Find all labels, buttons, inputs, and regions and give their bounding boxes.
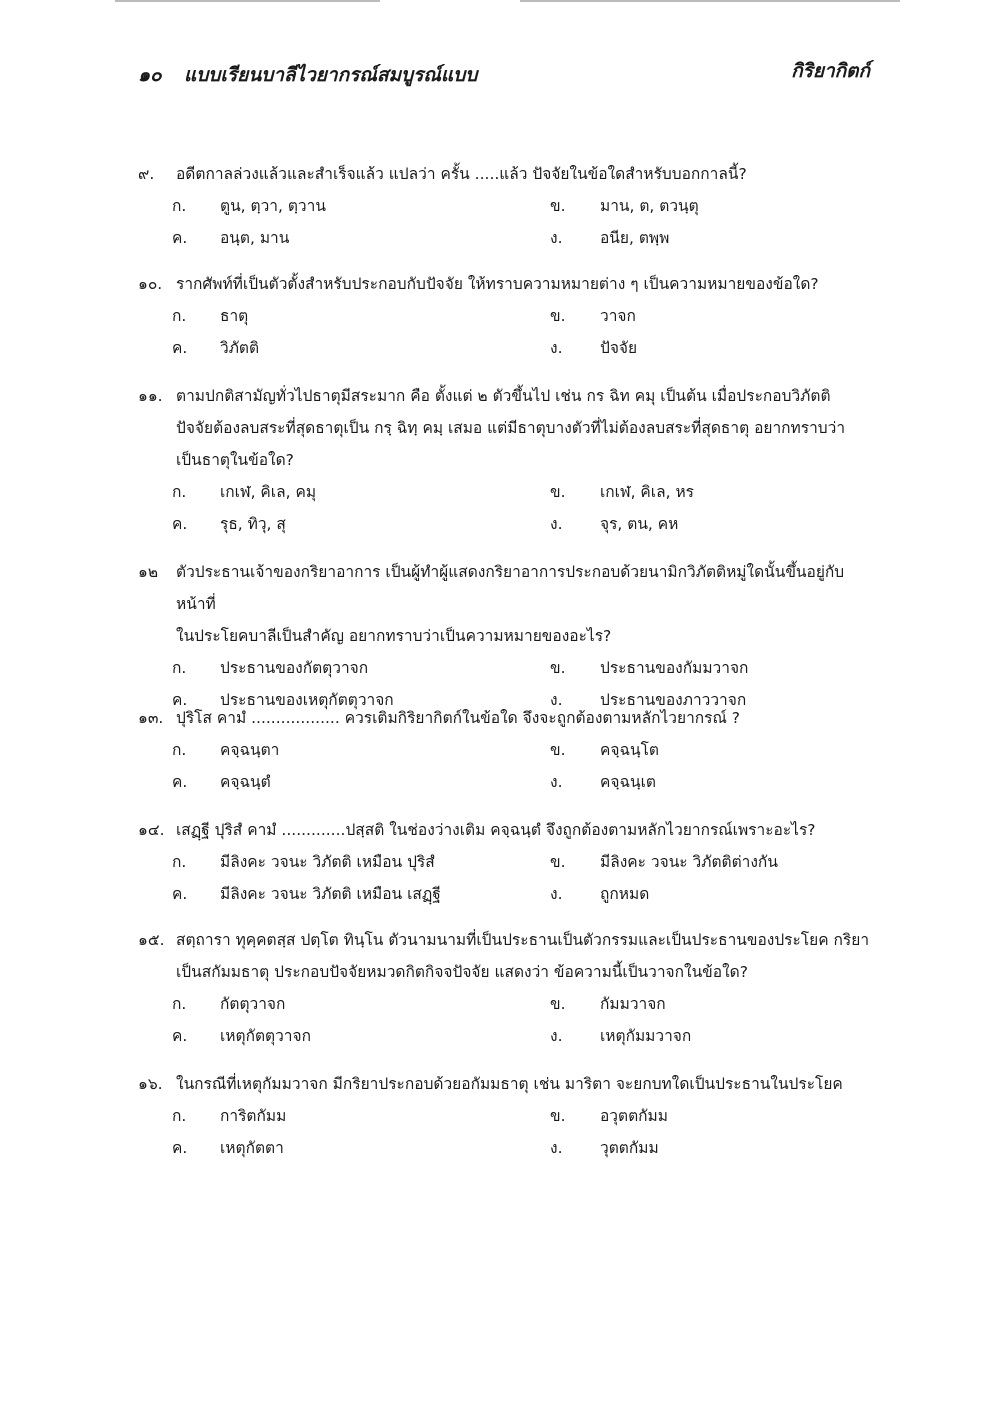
option-text: เหตุกัตตุวาจก [220, 1027, 311, 1045]
options [138, 476, 873, 540]
question-text: ในกรณีที่เหตุกัมมวาจก มีกริยาประกอบด้วยอกัมมธาตุ เช่น มาริตา จะยกบทใดเป็นประธานในประโยค [176, 1075, 843, 1093]
question-number: ๑๔. [138, 821, 165, 839]
question-number: ๑๕. [138, 931, 165, 949]
question-text-line: ในประโยคบาลีเป็นสำคัญ อยากทราบว่าเป็นความหมายของอะไร? [176, 627, 612, 645]
option-a[interactable] [138, 734, 550, 766]
option-a[interactable] [138, 476, 550, 508]
option-text: มีลิงคะ วจนะ วิภัตติต่างกัน [600, 853, 778, 871]
options [138, 988, 873, 1052]
option-letter: ข. [550, 1107, 566, 1125]
option-b[interactable] [550, 652, 873, 684]
question-text: ปุริโส คามํ .................. ควรเติมกิริยากิตก์ในข้อใด จึงจะถูกต้องตามหลักไวยากรณ์ ? [176, 709, 741, 727]
option-letter: ค. [172, 229, 188, 247]
option-letter: ก. [172, 1107, 187, 1125]
option-b[interactable] [550, 1100, 873, 1132]
option-text: ประธานของกัมมวาจก [600, 659, 749, 677]
option-a[interactable] [138, 190, 550, 222]
option-text: การิตกัมม [220, 1107, 287, 1125]
option-text: รุธ, ทิวุ, สุ [220, 515, 286, 533]
option-text: อนีย, ตพฺพ [600, 229, 670, 247]
option-text: มีลิงคะ วจนะ วิภัตติ เหมือน เสฏฺฐี [220, 885, 441, 903]
option-text: จุร, ตน, คห [600, 515, 679, 533]
question-text: อดีตกาลล่วงแล้วและสำเร็จแล้ว แปลว่า ครั้น .....แล้ว ปัจจัยในข้อใดสำหรับบอกกาลนี้? [176, 165, 747, 183]
option-letter: ค. [172, 691, 188, 709]
option-d[interactable] [550, 1132, 873, 1164]
option-text: คจฺฉนฺเต [600, 773, 656, 791]
option-letter: ข. [550, 659, 566, 677]
option-letter: ก. [172, 995, 187, 1013]
option-a[interactable] [138, 846, 550, 878]
option-c[interactable] [138, 1020, 550, 1052]
option-text: ถูกหมด [600, 885, 650, 903]
question-text: สตฺถารา ทุคฺคตสฺส ปตฺโต ทินฺโน ตัวนามนามที่เป็นประธานเป็นตัวกรรมและเป็นประธานของประโยค กริยา [176, 931, 870, 949]
question-text: เสฏฺฐี ปุริสํ คามํ .............ปสฺสติ ในช่องว่างเติม คจฺฉนฺตํ จึงถูกต้องตามหลักไวยากรณ์เพราะอะไร? [176, 821, 816, 839]
option-letter: ง. [550, 339, 563, 357]
question-14 [138, 814, 873, 910]
option-c[interactable] [138, 878, 550, 910]
option-b[interactable] [550, 734, 873, 766]
option-a[interactable] [138, 1100, 550, 1132]
question-number: ๑๑. [138, 387, 163, 405]
options [138, 1100, 873, 1164]
option-text: คจฺฉนฺโต [600, 741, 659, 759]
option-a[interactable] [138, 988, 550, 1020]
option-letter: ง. [550, 229, 563, 247]
option-b[interactable] [550, 846, 873, 878]
option-text: กัมมวาจก [600, 995, 666, 1013]
question-13 [138, 702, 873, 798]
option-text: มาน, ต, ตวนฺตุ [600, 197, 699, 215]
option-text: วาจก [600, 307, 636, 325]
option-text: เกเฬ, คิเล, หร [600, 483, 694, 501]
question-number: ๙. [138, 165, 155, 183]
question-9 [138, 158, 873, 254]
question-12 [138, 556, 873, 716]
question-number: ๑๖. [138, 1075, 163, 1093]
option-letter: ง. [550, 885, 563, 903]
option-d[interactable] [550, 766, 873, 798]
option-c[interactable] [138, 1132, 550, 1164]
option-b[interactable] [550, 190, 873, 222]
question-15 [138, 924, 873, 1052]
option-letter: ง. [550, 1139, 563, 1157]
question-text-line: ปัจจัยต้องลบสระที่สุดธาตุเป็น กรฺ ฉิทฺ คมฺ เสมอ แต่มีธาตุบางตัวที่ไม่ต้องลบสระที่สุดธาตุ อยากทราบว่า [176, 419, 846, 437]
option-letter: ค. [172, 885, 188, 903]
option-text: คจฺฉนฺตํ [220, 773, 271, 791]
option-a[interactable] [138, 300, 550, 332]
question-text-line: เป็นธาตุในข้อใด? [176, 451, 294, 469]
option-c[interactable] [138, 332, 550, 364]
option-letter: ข. [550, 995, 566, 1013]
option-text: ประธานของเหตุกัตตุวาจก [220, 691, 394, 709]
option-d[interactable] [550, 1020, 873, 1052]
options [138, 734, 873, 798]
options [138, 190, 873, 254]
option-letter: ข. [550, 197, 566, 215]
option-letter: ค. [172, 773, 188, 791]
top-edge-rule [115, 0, 380, 2]
option-text: วิภัตติ [220, 339, 260, 357]
question-number: ๑๓. [138, 709, 164, 727]
option-letter: ง. [550, 773, 563, 791]
option-text: ประธานของภาววาจก [600, 691, 747, 709]
option-letter: ก. [172, 307, 187, 325]
option-text: ประธานของกัตตุวาจก [220, 659, 369, 677]
options [138, 300, 873, 364]
option-c[interactable] [138, 222, 550, 254]
option-letter: ก. [172, 741, 187, 759]
option-text: เหตุกัตตา [220, 1139, 284, 1157]
book-title: แบบเรียนบาลีไวยากรณ์สมบูรณ์แบบ [184, 64, 478, 86]
option-b[interactable] [550, 988, 873, 1020]
question-text-line: เป็นสกัมมธาตุ ประกอบปัจจัยหมวดกิตกิจจปัจจัย แสดงว่า ข้อความนี้เป็นวาจกในข้อใด? [176, 963, 748, 981]
option-letter: ก. [172, 483, 187, 501]
options [138, 846, 873, 910]
option-letter: ค. [172, 515, 188, 533]
top-edge-rule [520, 0, 900, 2]
option-text: เหตุกัมมวาจก [600, 1027, 692, 1045]
option-text: อวุตตกัมม [600, 1107, 668, 1125]
option-d[interactable] [550, 508, 873, 540]
option-letter: ข. [550, 741, 566, 759]
question-text: ตามปกติสามัญทั่วไปธาตุมีสระมาก คือ ตั้งแต่ ๒ ตัวขึ้นไป เช่น กร ฉิท คมุ เป็นต้น เมื่อประกอบวิภัตติ [176, 387, 831, 405]
option-letter: ข. [550, 853, 566, 871]
option-text: คจฺฉนฺตา [220, 741, 280, 759]
question-number: ๑๒ [138, 563, 159, 581]
option-b[interactable] [550, 476, 873, 508]
option-text: มีลิงคะ วจนะ วิภัตติ เหมือน ปุริสํ [220, 853, 435, 871]
option-letter: ข. [550, 483, 566, 501]
option-text: ปัจจัย [600, 339, 638, 357]
option-text: กัตตุวาจก [220, 995, 286, 1013]
option-d[interactable] [550, 332, 873, 364]
option-a[interactable] [138, 652, 550, 684]
option-letter: ง. [550, 691, 563, 709]
question-16 [138, 1068, 873, 1164]
question-number: ๑๐. [138, 275, 163, 293]
option-letter: ก. [172, 853, 187, 871]
option-letter: ก. [172, 659, 187, 677]
question-text: รากศัพท์ที่เป็นตัวตั้งสำหรับประกอบกับปัจจัย ให้ทราบความหมายต่าง ๆ เป็นความหมายของข้อใด? [176, 275, 819, 293]
option-text: ตูน, ตฺวา, ตฺวาน [220, 197, 326, 215]
option-text: เกเฬ, คิเล, คมุ [220, 483, 317, 501]
option-text: วุตตกัมม [600, 1139, 659, 1157]
question-11 [138, 380, 873, 540]
option-letter: ข. [550, 307, 566, 325]
page-header [138, 56, 870, 88]
option-c[interactable] [138, 508, 550, 540]
option-text: อนฺต, มาน [220, 229, 290, 247]
option-d[interactable] [550, 222, 873, 254]
chapter-title: กิริยากิตก์ [791, 60, 870, 82]
option-letter: ก. [172, 197, 187, 215]
option-letter: ง. [550, 1027, 563, 1045]
option-letter: ค. [172, 1027, 188, 1045]
question-10 [138, 268, 873, 364]
page-number: ๑๐ [138, 64, 162, 86]
option-letter: ค. [172, 1139, 188, 1157]
option-d[interactable] [550, 878, 873, 910]
option-letter: ค. [172, 339, 188, 357]
option-text: ธาตุ [220, 307, 249, 325]
option-c[interactable] [138, 766, 550, 798]
option-letter: ง. [550, 515, 563, 533]
option-b[interactable] [550, 300, 873, 332]
question-text: ตัวประธานเจ้าของกริยาอาการ เป็นผู้ทำผู้แสดงกริยาอาการประกอบด้วยนามิกวิภัตติหมู่ใดนั้นขึ้นอยู่กับหน้าที่ [176, 563, 845, 613]
